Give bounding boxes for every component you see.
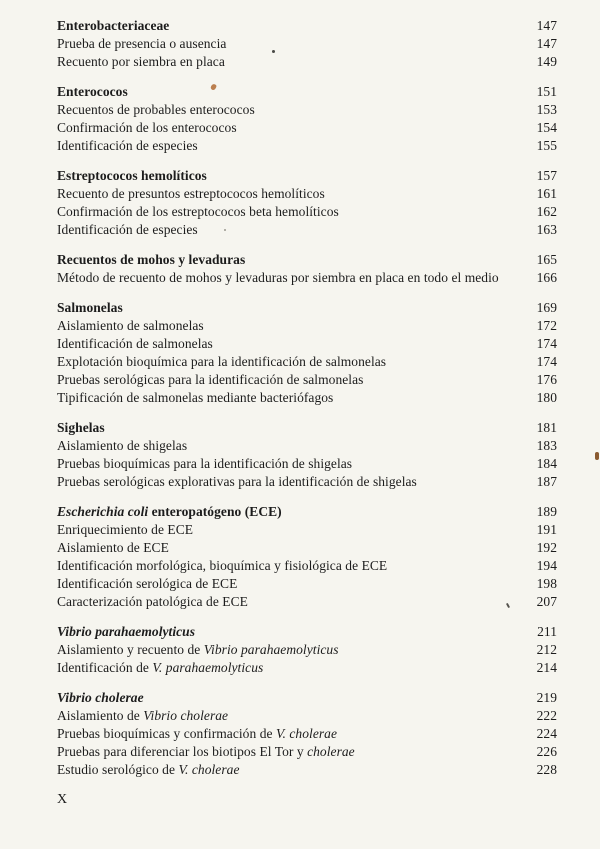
toc-entry-page-number: 147 — [536, 18, 557, 33]
toc-title-segment: Estreptococos hemolíticos — [57, 168, 207, 183]
toc-row — [57, 389, 557, 407]
toc-entry-title — [57, 689, 523, 707]
toc-row — [57, 137, 557, 155]
toc-entry-page-number: 169 — [536, 300, 557, 315]
toc-entry-title — [57, 17, 523, 35]
toc-entry-page-number: 207 — [536, 594, 557, 609]
toc-title-segment: Identificación morfológica, bioquímica y fisiológica de ECE — [57, 558, 388, 573]
scan-speck — [595, 452, 599, 460]
toc-entry-title — [57, 641, 523, 659]
toc-row — [57, 53, 557, 71]
toc-title-segment: Tipificación de salmonelas mediante bacteriófagos — [57, 390, 334, 405]
toc-row — [57, 503, 557, 521]
toc-entry-title — [57, 251, 523, 269]
toc-title-segment: Vibrio cholerae — [57, 690, 144, 705]
toc-entry-page-number: 153 — [536, 102, 557, 117]
toc-title-segment: Pruebas bioquímicas y confirmación de — [57, 726, 276, 741]
toc-row — [57, 437, 557, 455]
toc-title-segment: Estudio serológico de — [57, 762, 179, 777]
toc-title-segment: Prueba de presencia o ausencia — [57, 36, 227, 51]
toc-title-segment: Recuento de presuntos estreptococos hemolíticos — [57, 186, 325, 201]
toc-entry-title — [57, 437, 523, 455]
toc-row — [57, 761, 557, 779]
toc-entry-page-number: 174 — [536, 336, 557, 351]
toc-entry-page-number: 154 — [536, 120, 557, 135]
toc-title-segment: Identificación serológica de ECE — [57, 576, 238, 591]
toc-title-segment: Identificación de salmonelas — [57, 336, 213, 351]
toc-entry-title — [57, 725, 523, 743]
toc-title-segment: Sighelas — [57, 420, 105, 435]
toc-entry-title — [57, 119, 523, 137]
toc-entry-title — [57, 455, 523, 473]
toc-title-segment: Recuentos de probables enterococos — [57, 102, 255, 117]
toc-title-segment: Identificación de especies — [57, 222, 198, 237]
toc-title-segment: enteropatógeno (ECE) — [151, 504, 282, 519]
toc-entry-title — [57, 185, 523, 203]
toc-section — [57, 503, 557, 611]
toc-title-segment: Aislamiento de shigelas — [57, 438, 188, 453]
toc-row — [57, 101, 557, 119]
toc-entry-title — [57, 83, 523, 101]
toc-title-segment: Pruebas serológicas explorativas para la identificación de shigelas — [57, 474, 417, 489]
toc-entry-title — [57, 221, 523, 239]
toc-row — [57, 593, 557, 611]
toc-row — [57, 317, 557, 335]
toc-row — [57, 119, 557, 137]
toc-title-segment: Vibrio cholerae — [143, 708, 229, 723]
toc-section — [57, 689, 557, 779]
toc-row — [57, 185, 557, 203]
toc-entry-title — [57, 371, 523, 389]
toc-entry-title — [57, 473, 523, 491]
toc-entry-page-number: 147 — [536, 36, 557, 51]
toc-entry-page-number: 157 — [536, 168, 557, 183]
toc-row — [57, 167, 557, 185]
toc-entry-title — [57, 707, 523, 725]
toc-row — [57, 221, 557, 239]
toc-row — [57, 251, 557, 269]
toc-title-segment: Confirmación de los estreptococos beta hemolíticos — [57, 204, 339, 219]
toc-row — [57, 707, 557, 725]
toc-entry-page-number: 172 — [536, 318, 557, 333]
toc-entry-page-number: 155 — [536, 138, 557, 153]
toc-entry-title — [57, 503, 523, 521]
toc-entry-title — [57, 317, 523, 335]
toc-row — [57, 335, 557, 353]
toc-entry-page-number: 226 — [536, 744, 557, 759]
toc-title-segment: Aislamiento y recuento de — [57, 642, 204, 657]
toc-title-segment: Recuentos de mohos y levaduras — [57, 252, 246, 267]
toc-title-segment: Pruebas serológicas para la identificación de salmonelas — [57, 372, 364, 387]
toc-title-segment: Recuento por siembra en placa — [57, 54, 225, 69]
toc-row — [57, 623, 557, 641]
toc-title-segment: V. parahaemolyticus — [152, 660, 264, 675]
toc-entry-title — [57, 299, 523, 317]
toc-entry-page-number: 176 — [536, 372, 557, 387]
toc-entry-title — [57, 269, 523, 287]
toc-entry-title — [57, 53, 523, 71]
toc-list — [57, 17, 557, 809]
toc-row — [57, 419, 557, 437]
toc-row — [57, 641, 557, 659]
toc-entry-page-number: 180 — [536, 390, 557, 405]
toc-entry-title — [57, 623, 523, 641]
toc-entry-page-number: 194 — [536, 558, 557, 573]
toc-entry-page-number: 228 — [536, 762, 557, 777]
toc-title-segment: Explotación bioquímica para la identificación de salmonelas — [57, 354, 387, 369]
toc-entry-page-number: 191 — [536, 522, 557, 537]
toc-row — [57, 539, 557, 557]
toc-section — [57, 83, 557, 155]
toc-entry-page-number: 192 — [536, 540, 557, 555]
toc-entry-title — [57, 137, 523, 155]
toc-title-segment: Caracterización patológica de ECE — [57, 594, 248, 609]
toc-row — [57, 299, 557, 317]
toc-entry-page-number: 222 — [536, 708, 557, 723]
toc-row — [57, 743, 557, 761]
toc-title-segment: V. cholerae — [178, 762, 240, 777]
toc-entry-page-number: 212 — [536, 642, 557, 657]
toc-entry-page-number: 149 — [536, 54, 557, 69]
toc-entry-title — [57, 167, 523, 185]
toc-section — [57, 17, 557, 71]
toc-title-segment: Aislamiento de salmonelas — [57, 318, 204, 333]
toc-row — [57, 17, 557, 35]
toc-row — [57, 83, 557, 101]
toc-entry-title — [57, 389, 523, 407]
toc-entry-page-number: 181 — [536, 420, 557, 435]
toc-row — [57, 35, 557, 53]
toc-entry-page-number: 163 — [536, 222, 557, 237]
toc-section — [57, 623, 557, 677]
page-number-footer: X — [57, 792, 68, 807]
toc-section — [57, 251, 557, 287]
toc-title-segment: Pruebas para diferenciar los biotipos El Tor y — [57, 744, 308, 759]
toc-entry-page-number: 214 — [536, 660, 557, 675]
toc-entry-page-number: 211 — [537, 624, 557, 639]
toc-entry-title — [57, 539, 523, 557]
toc-title-segment: cholerae — [307, 744, 355, 759]
toc-title-segment: Aislamiento de — [57, 708, 144, 723]
toc-entry-title — [57, 521, 523, 539]
toc-entry-page-number: 165 — [536, 252, 557, 267]
toc-title-segment: Salmonelas — [57, 300, 123, 315]
toc-entry-page-number: 166 — [536, 270, 557, 285]
toc-entry-page-number: 198 — [536, 576, 557, 591]
toc-title-segment: Pruebas bioquímicas para la identificación de shigelas — [57, 456, 353, 471]
toc-title-segment: Vibrio parahaemolyticus — [57, 624, 196, 639]
toc-row — [57, 455, 557, 473]
toc-title-segment: Método de recuento de mohos y levaduras por siembra en placa en todo el medio — [57, 270, 499, 285]
toc-title-segment: Identificación de — [57, 660, 153, 675]
toc-entry-title — [57, 335, 523, 353]
toc-entry-page-number: 224 — [536, 726, 557, 741]
toc-title-segment: Enterobacteriaceae — [57, 18, 170, 33]
toc-entry-title — [57, 419, 523, 437]
toc-title-segment: Aislamiento de ECE — [57, 540, 169, 555]
toc-entry-page-number: 183 — [536, 438, 557, 453]
toc-row — [57, 689, 557, 707]
toc-entry-title — [57, 35, 523, 53]
toc-entry-title — [57, 593, 523, 611]
toc-title-segment: V. cholerae — [275, 726, 338, 741]
toc-entry-title — [57, 203, 523, 221]
toc-title-segment: Vibrio parahaemolyticus — [203, 642, 339, 657]
toc-entry-title — [57, 575, 523, 593]
toc-title-segment: Enriquecimiento de ECE — [57, 522, 194, 537]
toc-section — [57, 299, 557, 407]
toc-entry-page-number: 161 — [536, 186, 557, 201]
toc-row — [57, 353, 557, 371]
toc-entry-title — [57, 743, 523, 761]
toc-entry-title — [57, 101, 523, 119]
toc-entry-title — [57, 761, 523, 779]
toc-title-segment: Confirmación de los enterococos — [57, 120, 237, 135]
toc-title-segment: Escherichia coli — [57, 504, 152, 519]
toc-entry-page-number: 174 — [536, 354, 557, 369]
toc-row — [57, 521, 557, 539]
toc-entry-title — [57, 353, 523, 371]
toc-entry-page-number: 189 — [536, 504, 557, 519]
toc-section — [57, 167, 557, 239]
toc-row — [57, 575, 557, 593]
toc-row — [57, 203, 557, 221]
toc-entry-page-number: 162 — [536, 204, 557, 219]
toc-entry-title — [57, 557, 523, 575]
toc-row — [57, 473, 557, 491]
toc-entry-page-number: 151 — [536, 84, 557, 99]
toc-section — [57, 419, 557, 491]
toc-row — [57, 371, 557, 389]
toc-row — [57, 725, 557, 743]
toc-row — [57, 269, 557, 287]
toc-entry-title — [57, 659, 523, 677]
toc-entry-page-number: 187 — [536, 474, 557, 489]
toc-row — [57, 659, 557, 677]
toc-title-segment: Enterococos — [57, 84, 128, 99]
toc-entry-page-number: 184 — [536, 456, 557, 471]
toc-entry-page-number: 219 — [536, 690, 557, 705]
toc-title-segment: Identificación de especies — [57, 138, 198, 153]
toc-row — [57, 557, 557, 575]
